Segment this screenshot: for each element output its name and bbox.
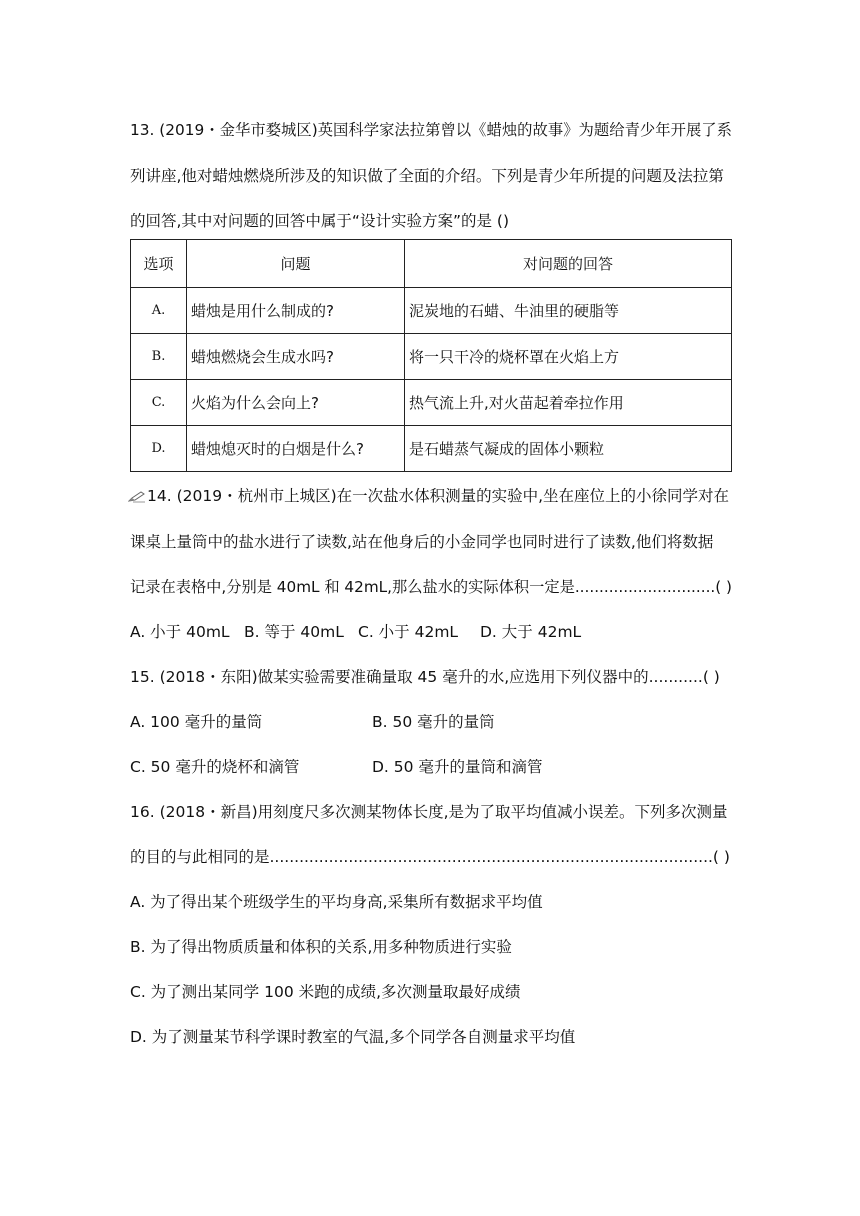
row-label: D. (131, 426, 187, 472)
row-answer: 泥炭地的石蜡、牛油里的硬脂等 (405, 288, 732, 334)
q14-option-c: C. 小于 42mL (358, 623, 459, 641)
q13-line-3: 的回答,其中对问题的回答中属于“设计实验方案”的是 () (130, 212, 510, 230)
table-row (131, 334, 732, 380)
q13-line-1: 13. (2019・金华市婺城区)英国科学家法拉第曾以《蜡烛的故事》为题给青少年开展了系 (130, 121, 732, 139)
q16-option-b: B. 为了得出物质质量和体积的关系,用多种物质进行实验 (130, 938, 512, 956)
header-question: 问题 (187, 240, 405, 288)
pencil-icon (128, 489, 146, 501)
q14-option-b: B. 等于 40mL (244, 623, 344, 641)
q16-option-d: D. 为了测量某节科学课时教室的气温,多个同学各自测量求平均值 (130, 1028, 576, 1046)
q13-line-2: 列讲座,他对蜡烛燃烧所涉及的知识做了全面的介绍。下列是青少年所提的问题及法拉第 (130, 167, 724, 185)
header-answer: 对问题的回答 (405, 240, 732, 288)
q15-option-b: B. 50 毫升的量筒 (372, 713, 495, 731)
row-label: B. (131, 334, 187, 380)
row-question: 火焰为什么会向上? (187, 380, 405, 426)
row-question: 蜡烛燃烧会生成水吗? (187, 334, 405, 380)
q15-line-1: 15. (2018・东阳)做某实验需要准确量取 45 毫升的水,应选用下列仪器中的...........( ) (130, 668, 720, 686)
q14-option-d: D. 大于 42mL (480, 623, 582, 641)
q16-line-1: 16. (2018・新昌)用刻度尺多次测某物体长度,是为了取平均值减小误差。下列多次测量 (130, 803, 728, 821)
q13-table (130, 239, 732, 472)
table-row (131, 380, 732, 426)
q16-option-c: C. 为了测出某同学 100 米跑的成绩,多次测量取最好成绩 (130, 983, 521, 1001)
row-question: 蜡烛熄灭时的白烟是什么? (187, 426, 405, 472)
q14-line-1 (128, 484, 729, 506)
q14-line-2: 课桌上量筒中的盐水进行了读数,站在他身后的小金同学也同时进行了读数,他们将数据 (130, 533, 714, 551)
row-answer: 热气流上升,对火苗起着牵拉作用 (405, 380, 732, 426)
q14-option-a: A. 小于 40mL (130, 623, 230, 641)
table-header-row (131, 240, 732, 288)
row-label: C. (131, 380, 187, 426)
q14-line-3: 记录在表格中,分别是 40mL 和 42mL,那么盐水的实际体积一定是.............................( ) (130, 578, 732, 596)
header-option: 选项 (131, 240, 187, 288)
q16-option-a: A. 为了得出某个班级学生的平均身高,采集所有数据求平均值 (130, 893, 543, 911)
table-row (131, 426, 732, 472)
table-row (131, 288, 732, 334)
q15-option-c: C. 50 毫升的烧杯和滴管 (130, 758, 300, 776)
q14-line-1-text: 14. (2019・杭州市上城区)在一次盐水体积测量的实验中,坐在座位上的小徐同学对在 (147, 487, 730, 505)
row-question: 蜡烛是用什么制成的? (187, 288, 405, 334)
q15-option-d: D. 50 毫升的量筒和滴管 (372, 758, 543, 776)
row-answer: 将一只干冷的烧杯罩在火焰上方 (405, 334, 732, 380)
row-label: A. (131, 288, 187, 334)
q16-line-2: 的目的与此相同的是..........................................................................................( ) (130, 848, 730, 866)
q15-option-a: A. 100 毫升的量筒 (130, 713, 263, 731)
row-answer: 是石蜡蒸气凝成的固体小颗粒 (405, 426, 732, 472)
